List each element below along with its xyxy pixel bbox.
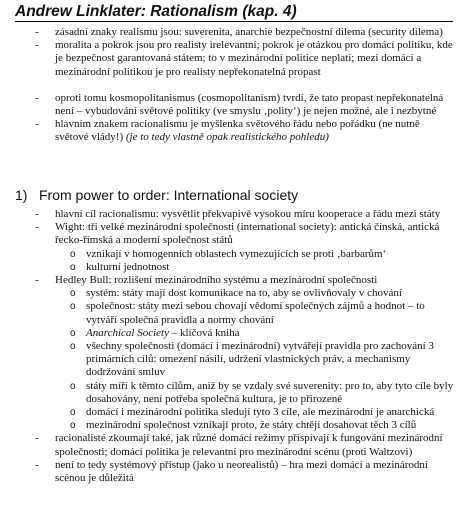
list-item-note: (je to tedy vlastně opak realistického pohledu) [125,131,329,144]
bullet-marker: o [70,288,76,300]
list-item-text: oproti tomu kosmopolitanismus (cosmopolitanism) tvrdí, že tato propast nepřekonatelná není – vybudování světové politiky (ve smyslu ‚polity‘) je nejen možné, ale i nezbytné [55,91,444,118]
list-item [0,39,467,79]
list-item-text: Wight: tři velké mezinárodní společnosti (international society): antická čínská, antická řecko-římská a moderní společnost států [55,221,440,247]
list-item-text: hlavním znakem racionalismu je myšlenka světového řádu nebo pořádku (ne nutně světové vlády!) [55,118,420,144]
intro-list [0,26,467,145]
section-list [0,208,467,485]
bullet-marker: - [35,118,39,131]
bullet-marker: - [35,274,39,287]
list-item-text: všechny společnosti (domácí i mezinárodní) vytvářejí pravidla pro zachování 3 primárních cílů: omezení násilí, udržení vlastnických práv, a mechanismy dodržování smluv [86,340,434,379]
list-item [0,327,467,340]
list-item [0,92,467,118]
list-item [0,287,467,300]
bullet-marker: - [35,26,39,38]
bullet-marker: o [70,407,76,419]
bullet-marker: o [70,327,76,339]
list-item-text: zásadní znaky realismu jsou: suverenita, anarchie bezpečnostní dilema (security dilema) [55,26,443,38]
list-item [0,419,467,432]
list-item-text: racionalisté zkoumají také, jak různé domácí režimy přispívají k fungování mezinárodní společnosti; domácí politika je relevantní pro mezinárodní scénu (proti Waltzovi) [55,432,443,458]
bullet-marker: o [70,341,76,353]
list-item-text: společnost: státy mezi sebou chovají vědomí společných zájmů a hodnot – to vytváří společná pravidla a normy chování [86,300,425,326]
list-item [0,274,467,287]
list-item-text: vznikají v homogenních oblastech vymezujících se proti ‚barbarům‘ [86,247,387,260]
list-item-text: mezinárodní společnost vznikají proto, že státy chtějí dosahovat těch 3 cílů [86,419,417,432]
bullet-marker: - [35,432,39,445]
book-title: Anarchical Society [86,326,169,339]
section-title: From power to order: International society [39,187,299,203]
list-item [0,221,467,247]
list-item-text: kulturní jednotnost [86,260,170,273]
list-item-text: – klíčová kniha [168,326,240,339]
list-item [0,208,467,221]
list-item [0,26,467,39]
list-item [0,300,467,326]
bullet-marker: - [35,458,39,471]
list-item-text: domácí i mezinárodní politika sledují tyto 3 cíle, ale mezinárodní je anarchická [86,406,435,419]
list-item [0,459,467,485]
bullet-marker: - [35,208,39,220]
list-item-text: systém: státy mají dost komunikace na to, aby se ovlivňovaly v chování [86,287,402,300]
bullet-marker: - [35,91,39,104]
list-item-text: hlavní cíl racionalismu: vysvětlit překvapivě vysokou míru kooperace a řádu mezi státy [55,208,441,220]
section-heading [15,187,298,203]
list-item-text: státy míří k těmto cílům, aniž by se vzdaly své suverenity: pro to, aby tyto cíle byly dosahovány, není potřeba společná kultura, je to přirozené [86,379,454,405]
list-item [0,248,467,261]
document-title: Andrew Linklater: Rationalism (kap. 4) [15,3,297,20]
bullet-marker: - [35,221,39,234]
bullet-marker: o [70,248,76,260]
section-number: 1) [15,187,28,203]
bullet-marker: o [70,420,76,432]
list-item-text: není to tedy systémový přístup (jako u neorealistů) – hra mezi domácí a mezinárodní scénou je důležitá [55,458,428,485]
list-item [0,406,467,419]
list-item [0,432,467,458]
bullet-marker: - [35,39,39,52]
bullet-marker: o [70,261,76,273]
bullet-marker: o [70,301,76,313]
title-underline [15,21,453,22]
list-item [0,340,467,380]
list-item [0,380,467,406]
list-item-text: moralita a pokrok jsou pro realisty irelevantní; pokrok je otázkou pro domácí politiku, kde je bezpečnost garantovaná státem; to v mezinárodní politice neplatí; mezi domácí a mezinárodní politikou je pro realisty nepřekonatelná propast [55,39,453,78]
bullet-marker: o [70,380,76,392]
list-item-text: Hedley Bull: rozlišení mezinárodního systému a mezinárodní společnosti [55,274,378,287]
list-item [0,118,467,144]
list-item [0,261,467,274]
